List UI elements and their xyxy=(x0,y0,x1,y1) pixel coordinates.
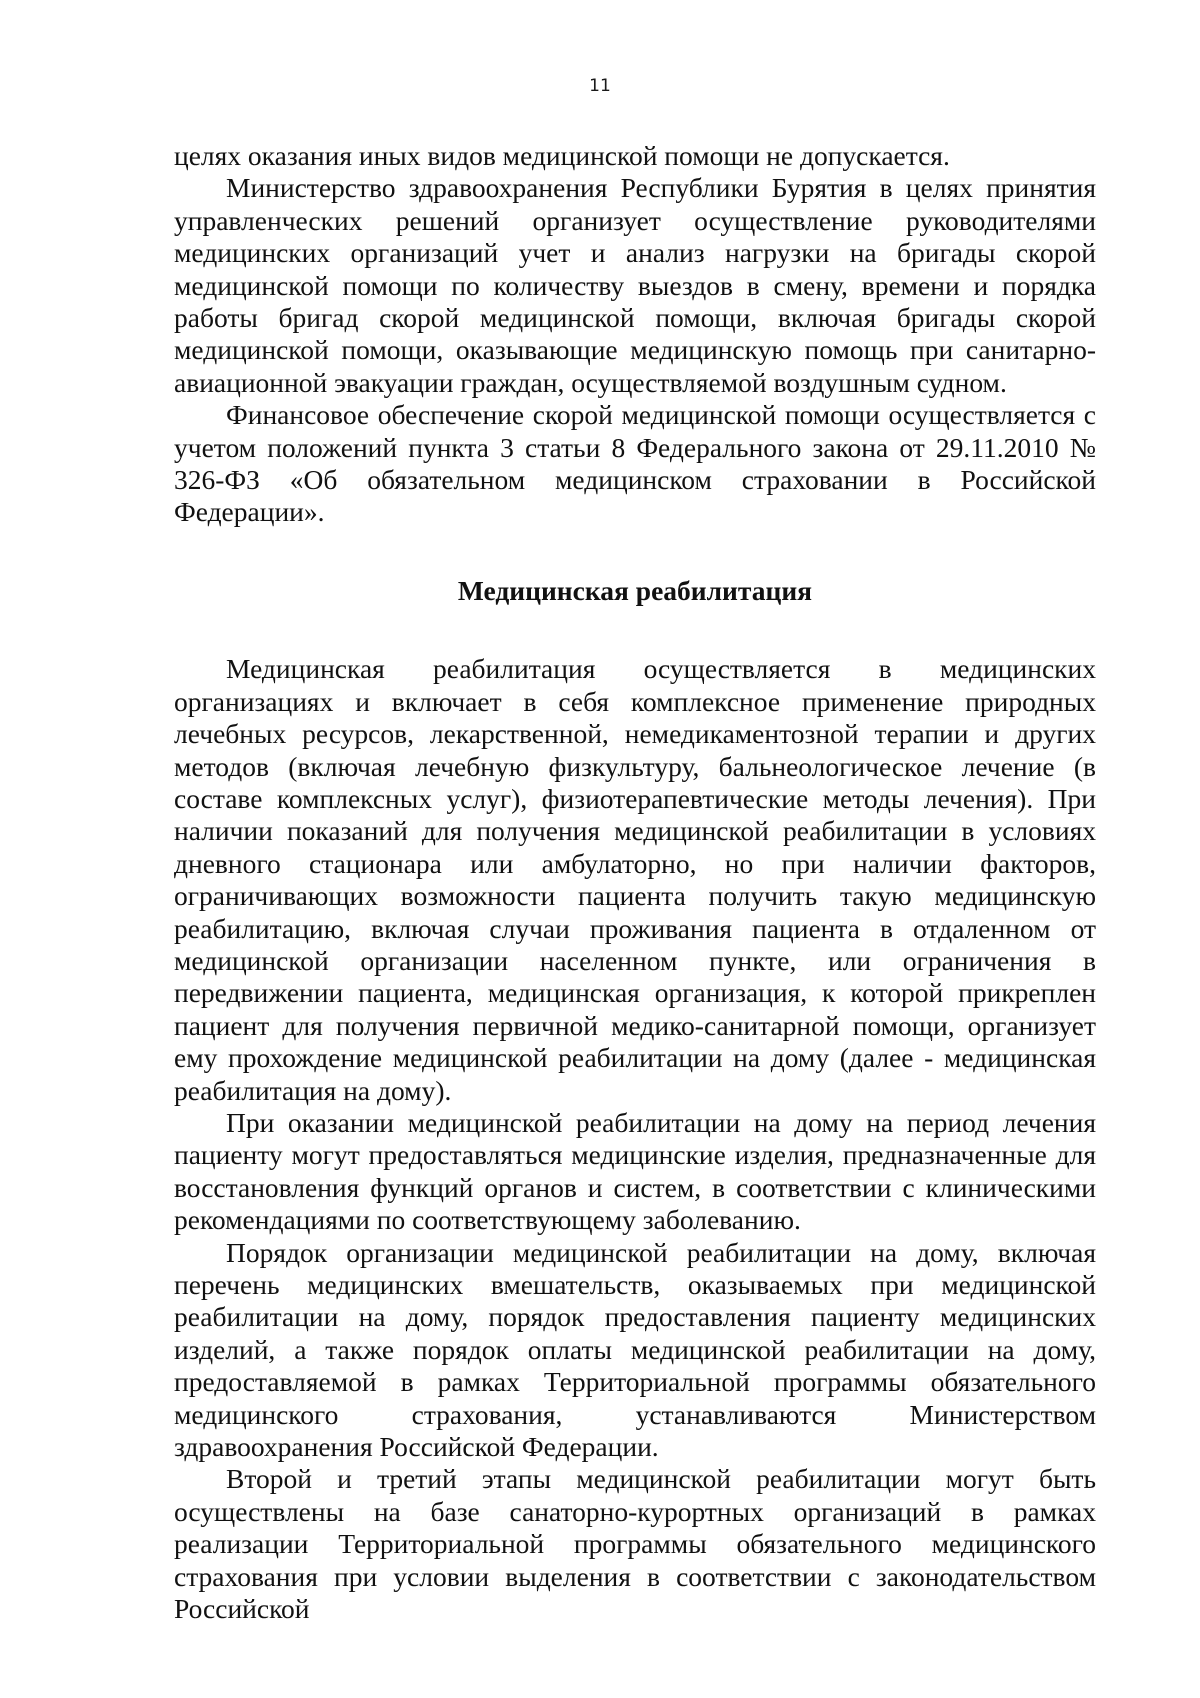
paragraph: При оказании медицинской реабилитации на дому на период лечения пациенту могут предоставляться медицинские изделия, предназначенные для восстановления функций органов и систем, в соответствии с клиническими рекомендациями по соответствующему заболеванию. xyxy=(174,1106,1096,1236)
paragraph: Министерство здравоохранения Республики Бурятия в целях принятия управленческих решений организует осуществление руководителями медицинских организаций учет и анализ нагрузки на бригады скорой медицинской помощи по количеству выездов в смену, времени и порядка работы бригад скорой медицинской помощи, включая бригады скорой медицинской помощи, оказывающие медицинскую помощь при санитарно-авиационной эвакуации граждан, осуществляемой воздушным судном. xyxy=(174,172,1096,398)
paragraph: Медицинская реабилитация осуществляется в медицинских организациях и включает в себя комплексное применение природных лечебных ресурсов, лекарственной, немедикаментозной терапии и других методов (включая лечебную физкультуру, бальнеологическое лечение (в составе комплексных услуг), физиотерапевтические методы лечения). При наличии показаний для получения медицинской реабилитации в условиях дневного стационара или амбулаторно, но при наличии факторов, ограничивающих возможности пациента получить такую медицинскую реабилитацию, включая случаи проживания пациента в отдаленном от медицинской организации населенном пункте, или ограничения в передвижении пациента, медицинская организация, к которой прикреплен пациент для получения первичной медико-санитарной помощи, организует ему прохождение медицинской реабилитации на дому (далее - медицинская реабилитация на дому). xyxy=(174,653,1096,1106)
section-heading: Медицинская реабилитация xyxy=(457,574,813,606)
document-body xyxy=(174,140,1096,1625)
paragraph: целях оказания иных видов медицинской помощи не допускается. xyxy=(174,140,950,171)
paragraph: Порядок организации медицинской реабилитации на дому, включая перечень медицинских вмешательств, оказываемых при медицинской реабилитации на дому, порядок предоставления пациенту медицинских изделий, а также порядок оплаты медицинской реабилитации на дому, предоставляемой в рамках Территориальной программы обязательного медицинского страхования, устанавливаются Министерством здравоохранения Российской Федерации. xyxy=(174,1236,1096,1463)
paragraph: Финансовое обеспечение скорой медицинской помощи осуществляется с учетом положений пункта 3 статьи 8 Федерального закона от 29.11.2010 № 326-ФЗ «Об обязательном медицинском страховании в Российской Федерации». xyxy=(174,399,1096,528)
page-number: 11 xyxy=(589,76,611,96)
paragraph-last: Второй и третий этапы медицинской реабилитации могут быть осуществлены на базе санаторно-курортных организаций в рамках реализации Территориальной программы обязательного медицинского страхования при условии выделения в соответствии с законодательством Российской xyxy=(174,1463,1096,1625)
